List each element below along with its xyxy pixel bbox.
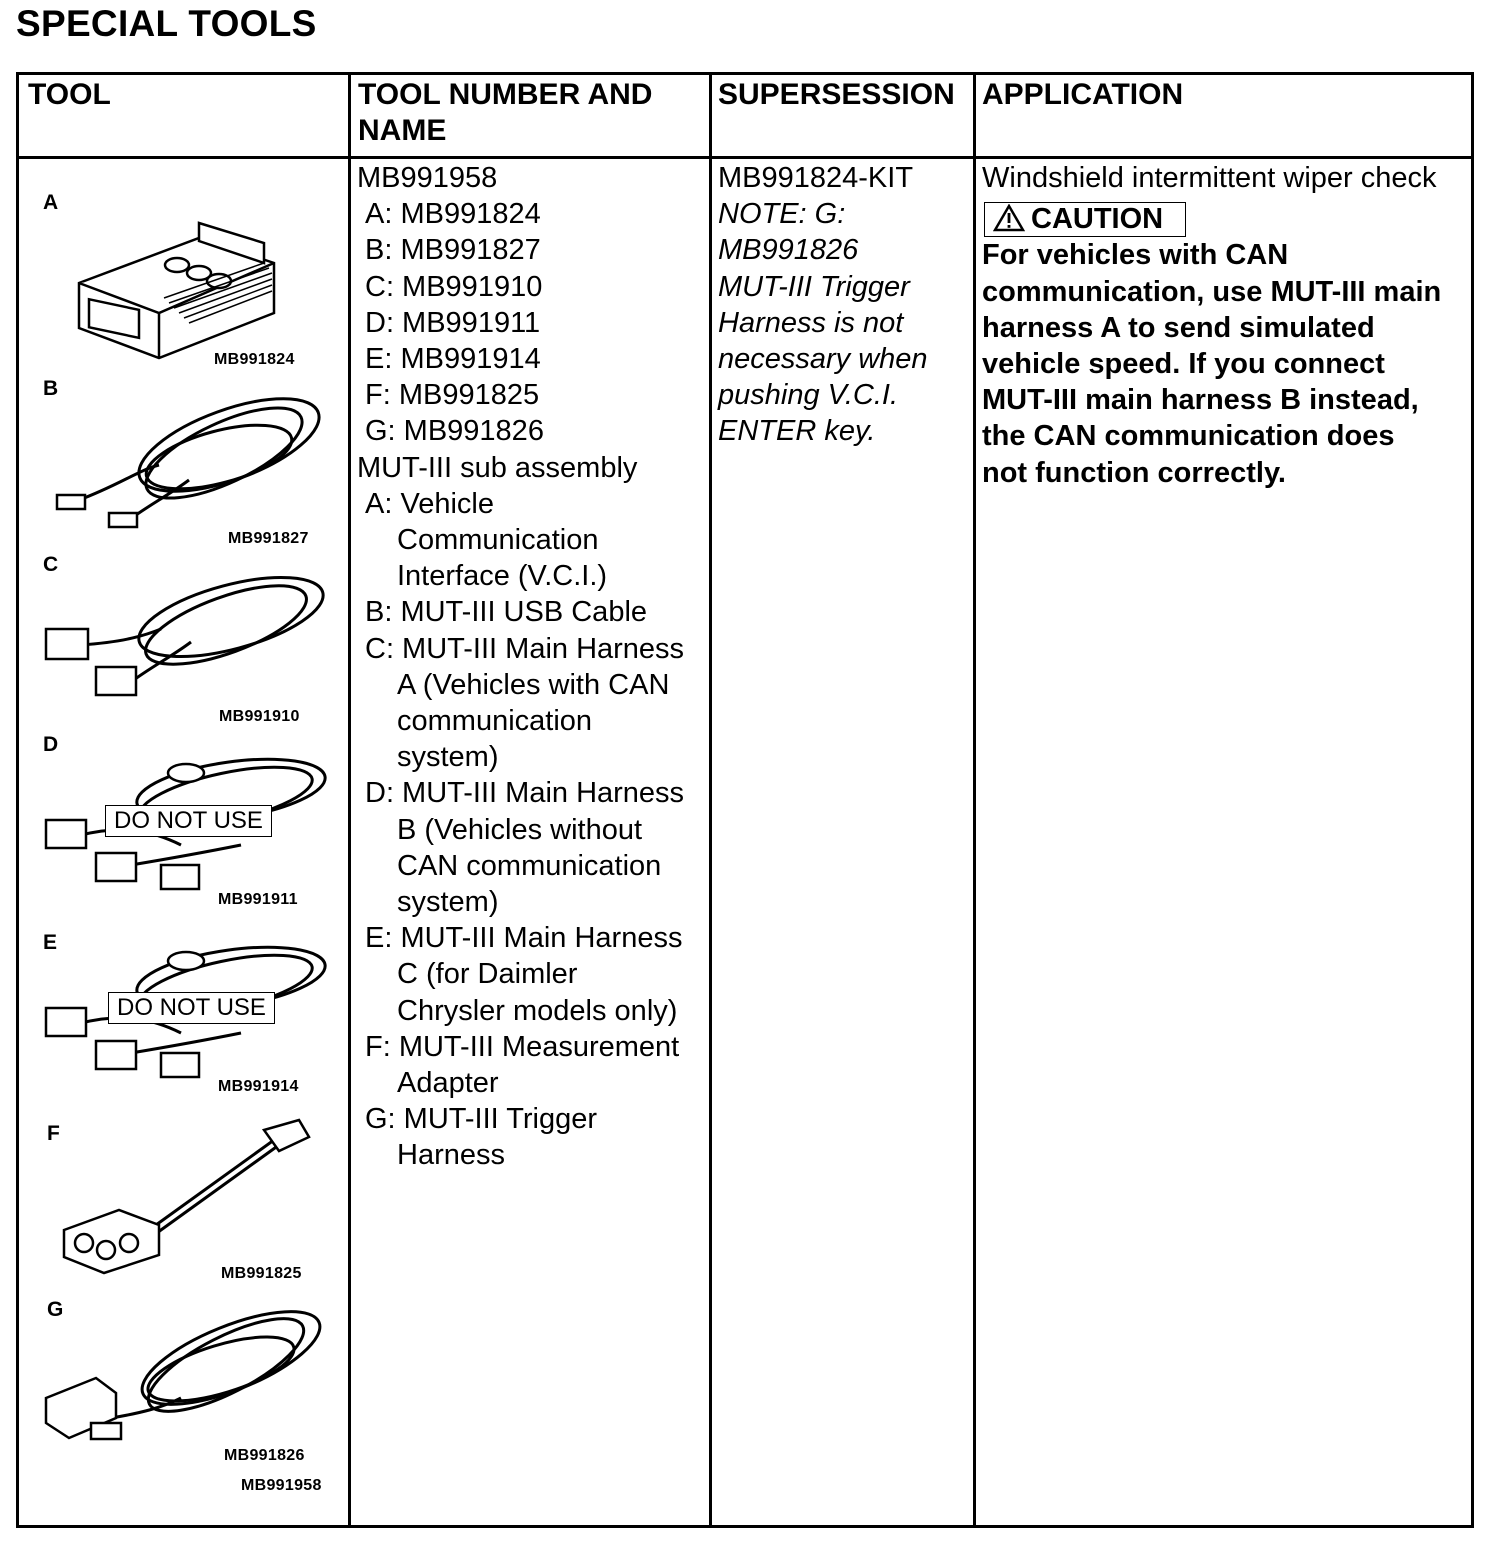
tool-number-line: A: MB991824 [365,198,541,231]
tool-code: MB991826 [224,1447,305,1464]
supersession-note-line: Harness is not [718,306,904,339]
tool-number-line: MUT-III sub assembly [357,451,638,484]
tool-number-line: Chrysler models only) [397,994,678,1027]
usb-cable-icon [49,385,329,535]
tool-number-line: G: MUT-III Trigger [365,1103,598,1136]
do-not-use-label: DO NOT USE [105,805,272,837]
main-harness-a-icon [41,567,336,707]
supersession-note-line: pushing V.C.I. [718,379,899,412]
tool-number-line: C: MUT-III Main Harness [365,632,685,665]
tool-letter: E [43,931,58,954]
vci-device-icon [69,203,289,363]
tool-number-line: B (Vehicles without [397,813,643,846]
tool-code: MB991910 [219,708,300,725]
supersession-cell [718,160,928,450]
tool-number-line: system) [397,886,499,919]
tool-code: MB991827 [228,530,309,547]
tool-letter: C [43,553,59,576]
tool-number-line: MB991958 [357,162,498,194]
tool-code: MB991914 [218,1078,299,1095]
header-supersession: SUPERSESSION [718,78,955,111]
page-title: SPECIAL TOOLS [16,3,317,44]
tool-letter: G [47,1298,64,1321]
tool-number-line: Communication [397,524,599,557]
supersession-note-line: MUT-III Trigger [718,270,910,303]
header-tool-number [358,77,652,149]
tool-number-line: E: MB991914 [365,343,541,376]
tool-code: MB991825 [221,1265,302,1282]
supersession-note-line: NOTE: G: [718,198,846,231]
kit-code: MB991958 [241,1477,322,1494]
do-not-use-label: DO NOT USE [108,992,275,1024]
tool-number-line: A: Vehicle [365,487,494,520]
tool-number-line: CAN communication [397,849,662,882]
tool-letter: F [47,1122,60,1145]
caution-line: vehicle speed. If you connect [982,348,1385,381]
caution-line: the CAN communication does [982,420,1395,453]
supersession-note-line: ENTER key. [718,415,876,448]
supersession-note-line: necessary when [718,343,928,376]
tool-code: MB991911 [218,891,298,908]
caution-label: CAUTION [1031,203,1164,236]
header-tool-number-line: NAME [358,114,447,147]
header-tool-number-line: TOOL NUMBER AND [358,78,653,111]
warning-triangle-icon [993,204,1025,232]
tool-number-line: A (Vehicles with CAN [397,668,670,701]
tool-number-line: communication [397,705,593,738]
header-divider [19,156,1471,159]
tool-letter: B [43,377,59,400]
tool-number-line: G: MB991826 [365,415,544,448]
tool-number-line: Harness [397,1139,505,1172]
tool-number-line: C (for Daimler [397,958,578,991]
tool-number-line: E: MUT-III Main Harness [365,922,683,955]
supersession-code: MB991824-KIT [718,162,914,194]
caution-line: not function correctly. [982,456,1286,489]
tool-letter: A [43,191,59,214]
caution-line: communication, use MUT-III main [982,275,1442,308]
special-tools-table [16,72,1474,1528]
tool-letter: D [43,733,59,756]
tool-number-line: Interface (V.C.I.) [397,560,608,593]
supersession-note-line: MB991826 [718,234,859,267]
column-divider [709,75,712,1525]
tool-number-line: F: MUT-III Measurement [365,1030,680,1063]
application-cell [982,160,1441,491]
tool-number-line: C: MB991910 [365,270,543,303]
caution-line: MUT-III main harness B instead, [982,384,1419,417]
column-divider [348,75,351,1525]
tool-number-line: Adapter [397,1067,499,1100]
tool-number-line: D: MB991911 [365,306,541,339]
tool-number-line: F: MB991825 [365,379,540,412]
application-text: Windshield intermittent wiper check [982,162,1437,194]
header-application: APPLICATION [982,78,1184,111]
caution-box [984,202,1186,237]
measurement-adapter-icon [59,1115,319,1275]
trigger-harness-icon [41,1303,336,1453]
tool-number-line: D: MUT-III Main Harness [365,777,685,810]
caution-line: harness A to send simulated [982,311,1375,344]
tool-number-cell [357,160,684,1174]
tool-number-line: B: MB991827 [365,234,541,267]
column-divider [973,75,976,1525]
header-tool: TOOL [28,78,111,111]
caution-text [982,237,1441,490]
tool-number-line: B: MUT-III USB Cable [365,596,648,629]
tool-number-line: system) [397,741,499,774]
caution-line: For vehicles with CAN [982,239,1289,272]
tool-code: MB991824 [214,351,295,368]
